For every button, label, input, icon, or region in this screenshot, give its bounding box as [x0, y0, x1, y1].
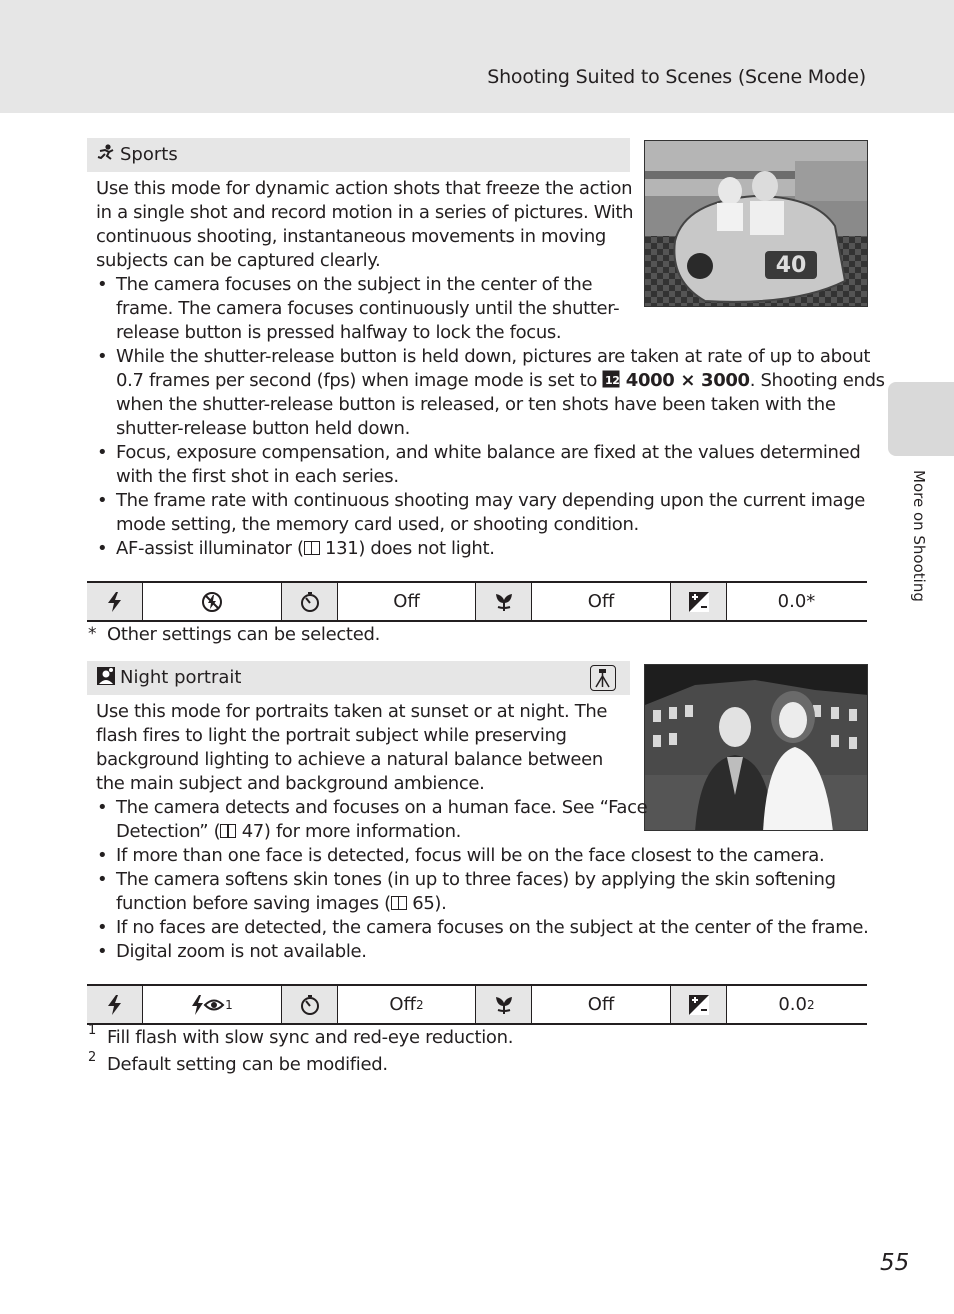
bullet-line: release button is pressed halfway to lock the focus. [116, 322, 562, 343]
bullet-line: when the shutter-release button is released, or ten shots have been taken with the [116, 394, 836, 415]
bullet-text: AF-assist illuminator ( [116, 538, 304, 559]
flash-off-icon [143, 583, 282, 620]
night-intro-line: Use this mode for portraits taken at sunset or at night. The [96, 701, 608, 722]
svg-text:40: 40 [775, 253, 807, 278]
header-title: Shooting Suited to Scenes (Scene Mode) [487, 66, 866, 88]
bullet-line: • While the shutter-release button is held down, pictures are taken at rate of up to about [116, 346, 871, 367]
image-mode-value: 4000 × 3000 [625, 370, 750, 391]
chapter-tab-label: More on Shooting [910, 470, 928, 602]
slow-sync-red-eye-flash-value: 1 [143, 986, 282, 1023]
sports-intro-line: in a single shot and record motion in a series of pictures. With [96, 202, 634, 223]
list-item [96, 489, 866, 537]
sports-bullet-list [96, 273, 885, 561]
footnote-marker: 2 [88, 1050, 96, 1065]
list-item [96, 844, 856, 868]
macro-icon [476, 986, 532, 1023]
bullet-line: with the first shot in each series. [116, 466, 399, 487]
sports-intro [96, 177, 633, 273]
self-timer-value: Off 2 [338, 986, 476, 1023]
sports-intro-line: continuous shooting, instantaneous movements in moving [96, 226, 606, 247]
list-item [96, 868, 856, 916]
sports-settings-table [87, 581, 867, 622]
self-timer-value: Off [338, 583, 476, 620]
exposure-text: 0.0 [778, 994, 807, 1015]
sports-title: Sports [120, 144, 178, 165]
footnote-text: Other settings can be selected. [107, 624, 381, 645]
chapter-tab [888, 382, 954, 456]
exposure-value: 0.0* [777, 591, 816, 612]
slow-sync-red-eye-icon [191, 995, 225, 1015]
night-portrait-mode-icon [96, 661, 116, 695]
bullet-line: • If more than one face is detected, focus will be on the face closest to the camera. [116, 845, 825, 866]
night-portrait-intro [96, 700, 607, 796]
image-mode-icon [602, 370, 620, 391]
bullet-line: • Focus, exposure compensation, and white balance are fixed at the values determined [116, 442, 861, 463]
self-timer-icon [282, 583, 338, 620]
page-header [0, 0, 954, 113]
sports-intro-line: subjects can be captured clearly. [96, 250, 381, 271]
book-reference-icon [391, 896, 407, 910]
night-intro-line: flash fires to light the portrait subject while preserving [96, 725, 567, 746]
macro-value: Off [532, 583, 671, 620]
self-timer-text: Off [389, 994, 416, 1015]
night-portrait-bullet-list [96, 796, 869, 964]
list-item [96, 345, 885, 441]
bullet-line [116, 820, 856, 844]
sports-section-heading [87, 138, 630, 172]
bullet-text: 131) does not light. [319, 538, 495, 559]
flash-mode-icon [87, 986, 143, 1023]
sports-mode-icon [96, 138, 116, 172]
footnote-text: Default setting can be modified. [107, 1054, 388, 1075]
bullet-line [116, 892, 856, 916]
bullet-line: • The camera focuses on the subject in the center of the [116, 274, 593, 295]
footnote-marker: 1 [88, 1023, 96, 1038]
bullet-line: • The frame rate with continuous shooting may vary depending upon the current image [116, 490, 866, 511]
book-reference-icon [304, 541, 320, 555]
exposure-compensation-icon [671, 986, 727, 1023]
footnote-marker: * [88, 624, 97, 644]
list-item [96, 916, 869, 940]
flash-mode-icon [87, 583, 143, 620]
bullet-text: function before saving images ( [116, 893, 391, 914]
list-item [96, 273, 856, 345]
bullet-line: mode setting, the memory card used, or shooting condition. [116, 514, 639, 535]
bullet-line: frame. The camera focuses continuously until the shutter- [116, 298, 620, 319]
bullet-text: 0.7 frames per second (fps) when image mode is set to [116, 370, 598, 391]
bullet-text: 47) for more information. [236, 821, 462, 842]
bullet-line: • The camera detects and focuses on a human face. See “Face [116, 797, 648, 818]
bullet-text: Detection” ( [116, 821, 221, 842]
macro-value: Off [532, 986, 671, 1023]
footnote-text: Fill flash with slow sync and red-eye reduction. [107, 1027, 514, 1048]
bullet-line: • Digital zoom is not available. [116, 941, 367, 962]
book-reference-icon [220, 824, 236, 838]
bullet-text: 65). [406, 893, 447, 914]
bullet-line: • The camera softens skin tones (in up to three faces) by applying the skin softening [116, 869, 836, 890]
sports-intro-line: Use this mode for dynamic action shots that freeze the action [96, 178, 633, 199]
night-portrait-settings-table [87, 984, 867, 1025]
night-portrait-section-heading [87, 661, 630, 695]
night-intro-line: background lighting to achieve a natural balance between [96, 749, 603, 770]
exposure-value: 0.0 2 [778, 994, 815, 1015]
bullet-text: . Shooting ends [749, 370, 885, 391]
exposure-compensation-icon [671, 583, 727, 620]
page-number: 55 [880, 1250, 910, 1276]
list-item [96, 537, 856, 561]
night-portrait-title: Night portrait [120, 667, 242, 688]
bullet-line: shutter-release button held down. [116, 418, 410, 439]
list-item [96, 441, 861, 489]
svg-text:12: 12 [605, 374, 620, 387]
list-item [96, 796, 856, 844]
bullet-line [116, 369, 885, 393]
self-timer-icon [282, 986, 338, 1023]
list-item [96, 940, 856, 964]
macro-icon [476, 583, 532, 620]
tripod-icon [590, 665, 616, 691]
bullet-line: • If no faces are detected, the camera focuses on the subject at the center of the frame. [116, 917, 869, 938]
night-intro-line: the main subject and background ambience. [96, 773, 485, 794]
